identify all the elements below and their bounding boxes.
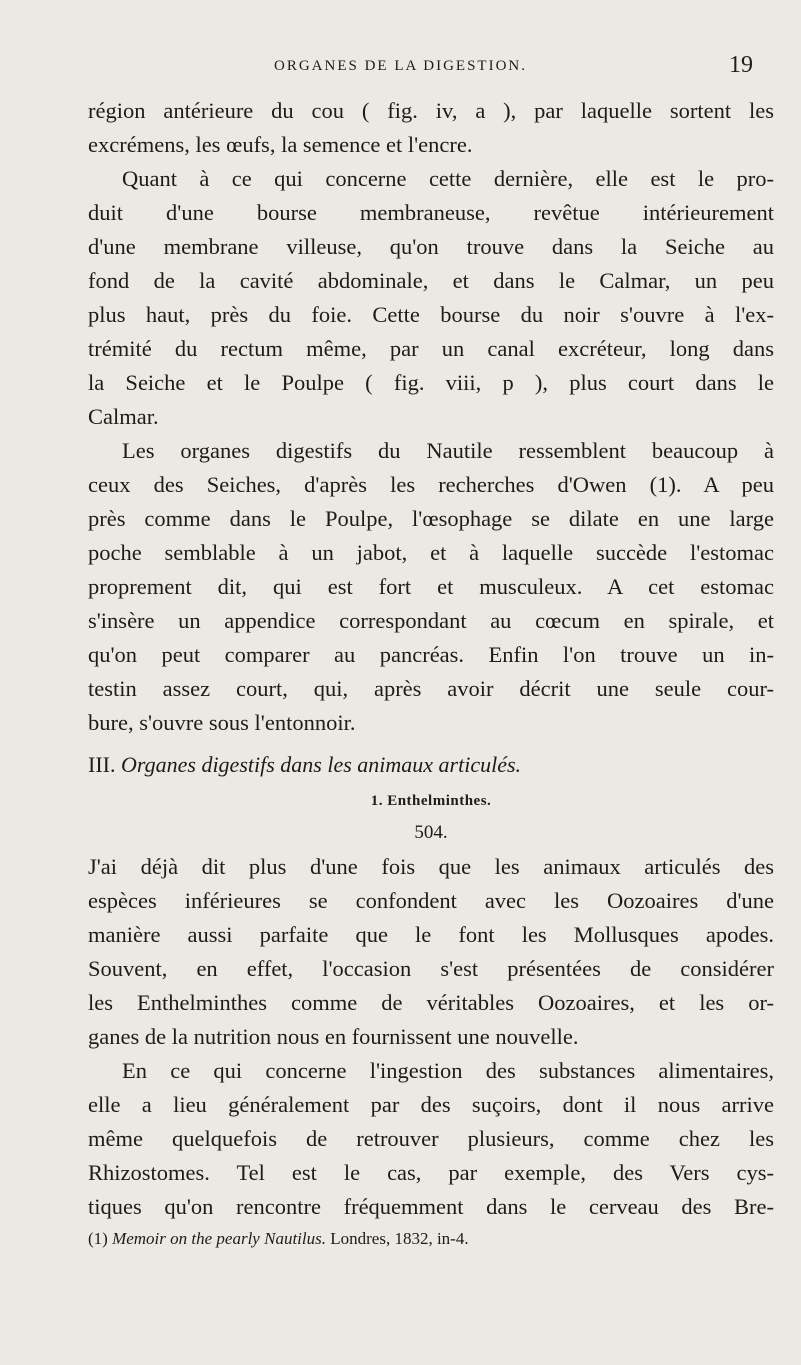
text-line: qu'on peut comparer au pancréas. Enfin l'on trouve un in-	[88, 642, 774, 667]
text-line: elle a lieu généralement par des suçoirs, dont il nous arrive	[88, 1092, 774, 1117]
text-line: Les organes digestifs du Nautile ressemblent beaucoup à	[122, 438, 774, 463]
text-line: manière aussi parfaite que le font les Mollusques apodes.	[88, 922, 774, 947]
sub-heading: 1. Enthelminthes.	[370, 793, 492, 809]
text-line: En ce qui concerne l'ingestion des substances alimentaires,	[122, 1058, 774, 1083]
text-line: Souvent, en effet, l'occasion s'est présentées de considérer	[88, 956, 774, 981]
footnote-rest: Londres, 1832, in-4.	[330, 1229, 469, 1248]
text-line: près comme dans le Poulpe, l'œsophage se dilate en une large	[88, 506, 774, 531]
paragraph-5	[88, 1054, 774, 1224]
text-line: espèces inférieures se confondent avec les Oozoaires d'une	[88, 888, 774, 913]
text-line: J'ai déjà dit plus d'une fois que les animaux articulés des	[88, 854, 774, 879]
footnote	[88, 1224, 774, 1254]
text-line: même quelquefois de retrouver plusieurs, comme chez les	[88, 1126, 774, 1151]
text-line: tiques qu'on rencontre fréquemment dans le cerveau des Bre-	[88, 1194, 774, 1219]
paragraph-1	[88, 94, 774, 162]
text-line: testin assez court, qui, après avoir décrit une seule cour-	[88, 676, 774, 701]
body-text	[88, 94, 774, 1254]
section-title: Organes digestifs dans les animaux articulés.	[120, 752, 522, 777]
text-line: les Enthelminthes comme de véritables Oozoaires, et les or-	[88, 990, 774, 1015]
text-line: excrémens, les œufs, la semence et l'encre.	[88, 132, 473, 157]
text-line: proprement dit, qui est fort et musculeux. A cet estomac	[88, 574, 774, 599]
footnote-marker: (1)	[88, 1229, 108, 1248]
section-heading	[88, 744, 774, 786]
text-line: bure, s'ouvre sous l'entonnoir.	[88, 710, 356, 735]
text-line: ceux des Seiches, d'après les recherches d'Owen (1). A peu	[88, 472, 774, 497]
text-line: fond de la cavité abdominale, et dans le Calmar, un peu	[88, 268, 774, 293]
text-line: s'insère un appendice correspondant au cœcum en spirale, et	[88, 608, 774, 633]
paragraph-4	[88, 850, 774, 1054]
text-line: Rhizostomes. Tel est le cas, par exemple, des Vers cys-	[88, 1160, 774, 1185]
paragraph-3	[88, 434, 774, 740]
text-line: trémité du rectum même, par un canal excréteur, long dans	[88, 336, 774, 361]
text-line: plus haut, près du foie. Cette bourse du noir s'ouvre à l'ex-	[88, 302, 774, 327]
text-line: duit d'une bourse membraneuse, revêtue intérieurement	[88, 200, 774, 225]
text-line: la Seiche et le Poulpe ( fig. viii, p ), plus court dans le	[88, 370, 774, 395]
paragraph-number: 504.	[414, 822, 448, 843]
paragraph-2	[88, 162, 774, 434]
page-header	[0, 52, 801, 92]
text-line: ganes de la nutrition nous en fournissent une nouvelle.	[88, 1024, 579, 1049]
text-line: poche semblable à un jabot, et à laquelle succède l'estomac	[88, 540, 774, 565]
footnote-title: Memoir on the pearly Nautilus.	[112, 1229, 326, 1248]
page-number: 19	[729, 52, 753, 78]
section-numeral: III.	[88, 752, 116, 777]
text-line: région antérieure du cou ( fig. iv, a ), par laquelle sortent les	[88, 98, 774, 123]
running-head: ORGANES DE LA DIGESTION.	[274, 58, 527, 74]
text-line: Calmar.	[88, 404, 159, 429]
text-line: d'une membrane villeuse, qu'on trouve dans la Seiche au	[88, 234, 774, 259]
text-line: Quant à ce qui concerne cette dernière, elle est le pro-	[122, 166, 774, 191]
